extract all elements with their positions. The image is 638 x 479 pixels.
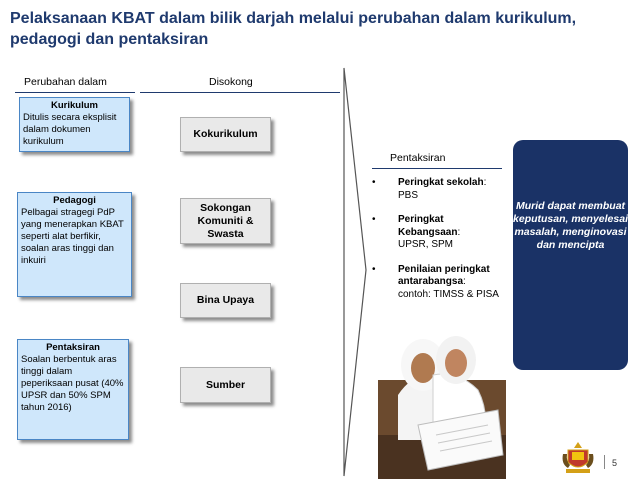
left-box-kurikulum xyxy=(19,97,130,152)
support-box-sokongan: Sokongan Komuniti & Swasta xyxy=(180,198,271,244)
students-photo xyxy=(378,335,506,479)
list-item-separator: : xyxy=(457,226,461,238)
list-item-detail: contoh: TIMSS & PISA xyxy=(398,288,499,300)
list-item-label: Penilaian peringkat antarabangsa xyxy=(398,263,490,287)
column-header-middle-underline xyxy=(140,92,340,93)
list-item xyxy=(372,177,507,202)
column-header-left-underline xyxy=(15,92,135,93)
list-item xyxy=(372,214,507,252)
outcome-card: Murid dapat membuat keputusan, menyelesai masalah, menginovasi dan mencipta xyxy=(513,140,628,370)
bullet-icon: • xyxy=(372,263,376,275)
left-box-pedagogi xyxy=(17,192,132,297)
crest-logo-icon xyxy=(560,440,596,476)
support-box-sumber: Sumber xyxy=(180,367,271,403)
list-item-label: Peringkat sekolah xyxy=(398,177,484,188)
list-item-separator: : xyxy=(483,177,487,188)
left-box-heading: Pedagogi xyxy=(53,195,96,206)
left-box-heading: Kurikulum xyxy=(51,100,98,111)
assessment-list xyxy=(372,177,507,313)
list-item-separator: : xyxy=(463,276,466,287)
list-item xyxy=(372,264,507,302)
left-box-text: Soalan berbentuk aras tinggi dalam peperiksaan pusat (40% UPSR dan 50% SPM tahun 2016) xyxy=(21,354,124,413)
column-header-right: Pentaksiran xyxy=(390,152,446,164)
left-box-text: Ditulis secara eksplisit dalam dokumen kurikulum xyxy=(23,112,117,147)
column-header-right-underline xyxy=(372,168,502,169)
left-box-text: Pelbagai stragegi PdP yang menerapkan KBAT seperti alat berfikir, soalan aras tinggi dan inkuiri xyxy=(21,207,124,266)
left-box-heading: Pentaksiran xyxy=(46,342,100,353)
page-number-divider xyxy=(604,455,605,469)
column-header-middle: Disokong xyxy=(209,76,253,88)
support-box-bina-upaya: Bina Upaya xyxy=(180,283,271,318)
chevron-arrow-icon xyxy=(342,60,368,479)
list-item-detail: PBS xyxy=(398,189,419,201)
column-header-left: Perubahan dalam xyxy=(24,76,107,88)
page-number: 5 xyxy=(612,458,618,468)
left-box-pentaksiran xyxy=(17,339,129,440)
page-title: Pelaksanaan KBAT dalam bilik darjah melalui perubahan dalam kurikulum, pedagogi dan pentaksiran xyxy=(10,10,577,48)
list-item-detail: UPSR, SPM xyxy=(398,239,454,250)
support-box-kokurikulum: Kokurikulum xyxy=(180,117,271,152)
bullet-icon: • xyxy=(372,177,376,188)
list-item-label: Peringkat Kebangsaan xyxy=(398,214,458,238)
bullet-icon: • xyxy=(372,214,376,225)
